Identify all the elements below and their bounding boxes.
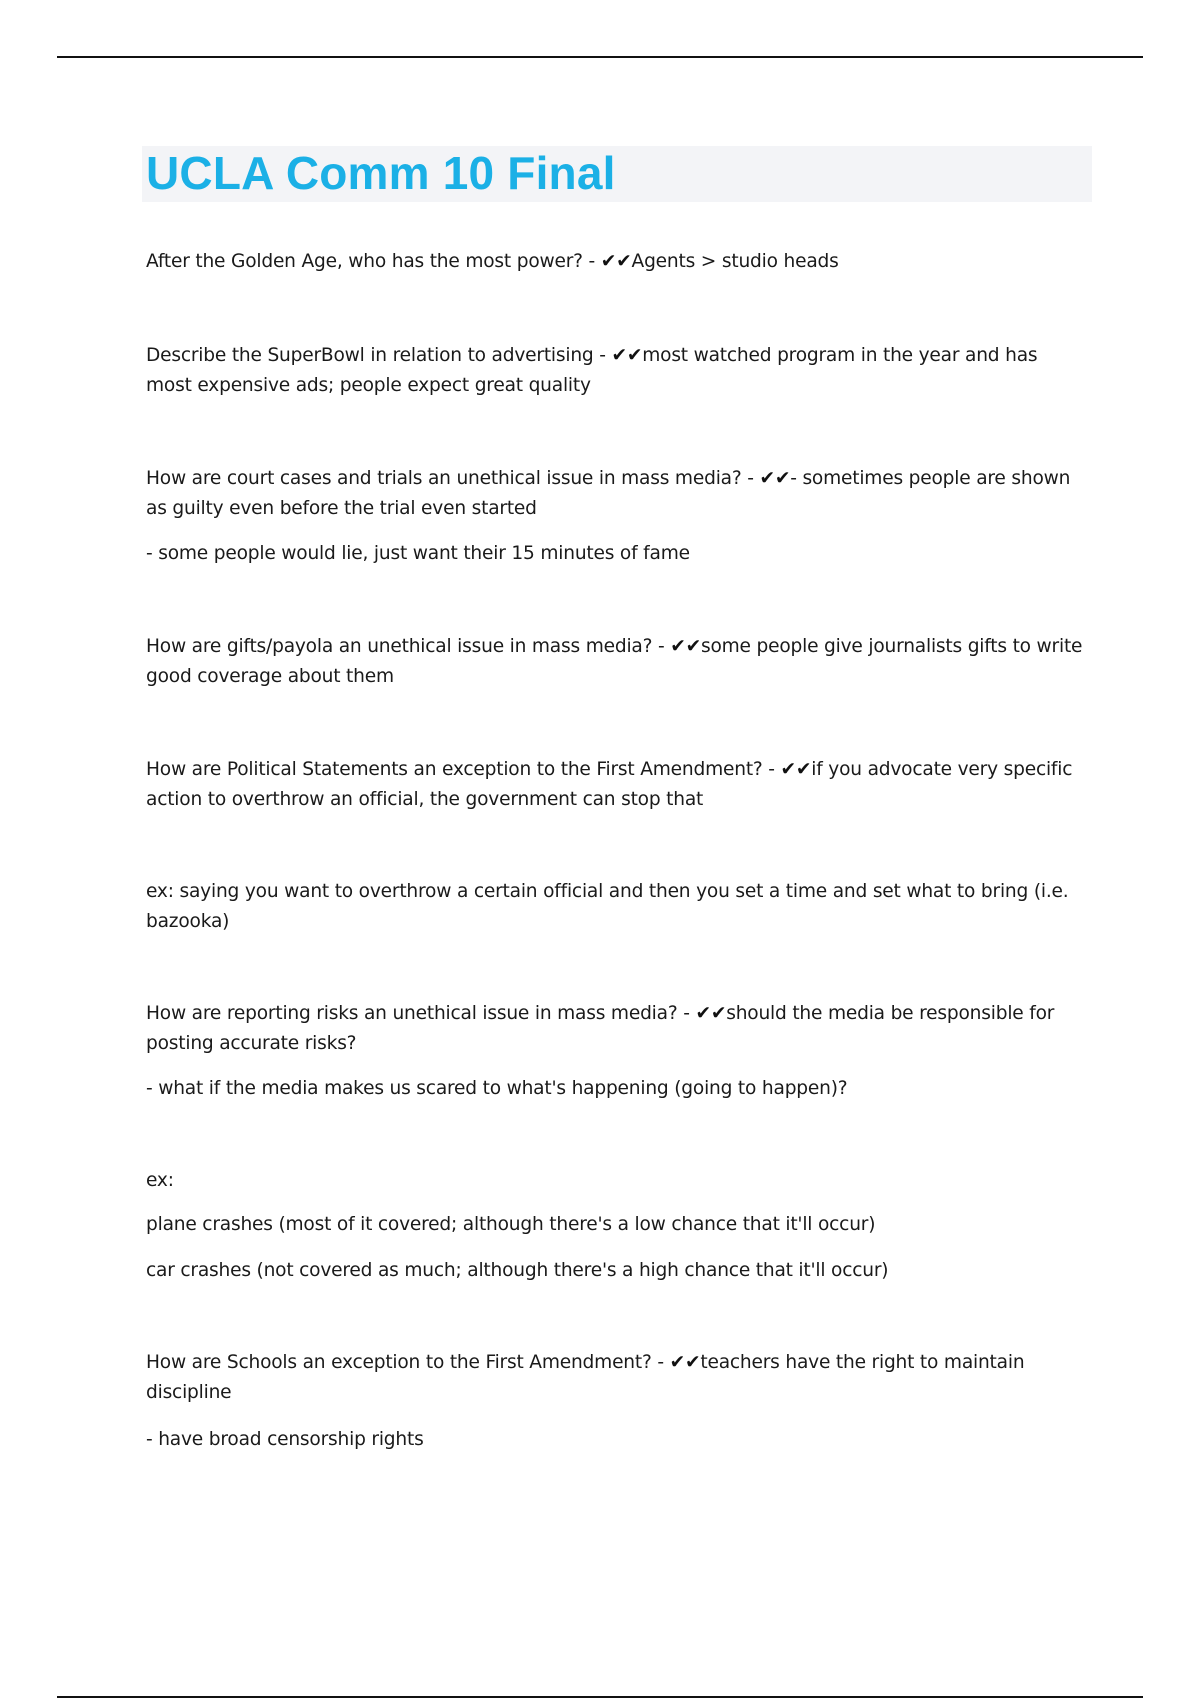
document-title: UCLA Comm 10 Final <box>146 147 616 199</box>
answer-text: most watched program in the year and has most expensive ads; people expect great quality <box>146 345 1038 396</box>
answer-text: Agents > studio heads <box>631 251 839 272</box>
answer-continuation: - what if the media makes us scared to what's happening (going to happen)? <box>146 1078 848 1099</box>
answer-continuation: plane crashes (most of it covered; although there's a low chance that it'll occur) <box>146 1214 876 1235</box>
question-text: How are Political Statements an exception to the First Amendment? - <box>146 759 781 780</box>
answer-continuation: ex: <box>146 1170 174 1191</box>
qa-entry-superbowl <box>146 341 1086 401</box>
qa-entry-schools <box>146 1348 1086 1408</box>
qa-entry-court-cases <box>146 464 1086 524</box>
double-check-icon: ✔✔ <box>600 251 632 272</box>
question-text: Describe the SuperBowl in relation to advertising - <box>146 345 612 366</box>
question-text: How are reporting risks an unethical issue in mass media? - <box>146 1003 696 1024</box>
question-text: How are Schools an exception to the First Amendment? - <box>146 1352 670 1373</box>
answer-text: - sometimes people are shown as guilty even before the trial even started <box>146 468 1071 519</box>
answer-continuation: - some people would lie, just want their 15 minutes of fame <box>146 543 690 564</box>
answer-continuation: ex: saying you want to overthrow a certain official and then you set a time and set what to bring (i.e. bazooka) <box>146 881 1069 932</box>
answer-text: should the media be responsible for posting accurate risks? <box>146 1003 1055 1054</box>
qa-entry-political-statements <box>146 755 1086 815</box>
double-check-icon: ✔✔ <box>780 759 812 780</box>
footer-rule <box>57 1696 1143 1698</box>
question-text: How are court cases and trials an unethical issue in mass media? - <box>146 468 760 489</box>
double-check-icon: ✔✔ <box>670 636 701 657</box>
double-check-icon: ✔✔ <box>669 1352 701 1373</box>
header-rule <box>57 56 1143 58</box>
double-check-icon: ✔✔ <box>695 1003 727 1024</box>
qa-entry-reporting-risks <box>146 999 1086 1059</box>
answer-text: some people give journalists gifts to write good coverage about them <box>146 636 1083 687</box>
answer-continuation: car crashes (not covered as much; although there's a high chance that it'll occur) <box>146 1260 889 1281</box>
answer-text: teachers have the right to maintain discipline <box>146 1352 1025 1403</box>
answer-text: if you advocate very specific action to overthrow an official, the government can stop that <box>146 759 1073 810</box>
question-text: How are gifts/payola an unethical issue in mass media? - <box>146 636 671 657</box>
question-text: After the Golden Age, who has the most power? - <box>146 251 601 272</box>
double-check-icon: ✔✔ <box>611 345 643 366</box>
qa-entry-golden-age <box>146 247 1086 277</box>
double-check-icon: ✔✔ <box>759 468 791 489</box>
answer-continuation: - have broad censorship rights <box>146 1429 424 1450</box>
qa-entry-gifts-payola <box>146 632 1086 692</box>
